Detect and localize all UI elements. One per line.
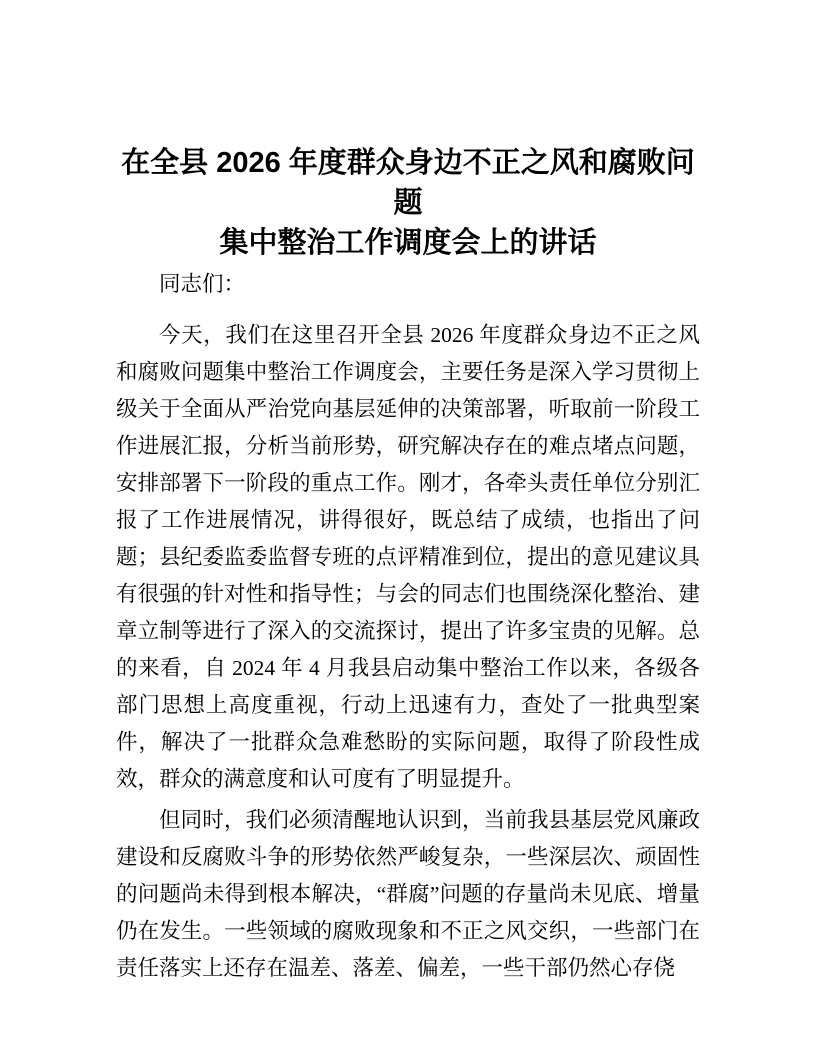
document-title-line1: 在全县 2026 年度群众身边不正之风和腐败问题 (121, 147, 695, 219)
document-title-line2: 集中整治工作调度会上的讲话 (219, 227, 597, 259)
paragraph-2: 但同时，我们必须清醒地认识到，当前我县基层党风廉政建设和反腐败斗争的形势依然严峻复杂，一些深层次、顽固性的问题尚未得到根本解决，“群腐”问题的存量尚未见底、增量仍在发生。一些领域的腐败现象和不正之风交织，一些部门在责任落实上还存在温差、落差、偏差，一些干部仍然心存侥 (116, 808, 700, 980)
paragraph-1: 今天，我们在这里召开全县 2026 年度群众身边不正之风和腐败问题集中整治工作调度会，主要任务是深入学习贯彻上级关于全面从严治党向基层延伸的决策部署，听取前一阶段工作进展汇报，分析当前形势，研究解决存在的难点堵点问题，安排部署下一阶段的重点工作。刚才，各牵头责任单位分别汇报了工作进展情况，讲得很好，既总结了成绩，也指出了问题；县纪委监委监督专班的点评精准到位，提出的意见建议具有很强的针对性和指导性；与会的同志们也围绕深化整治、建章立制等进行了深入的交流探讨，提出了许多宝贵的见解。总的来看，自 2024 年 4 月我县启动集中整治工作以来，各级各部门思想上高度重视，行动上迅速有力，查处了一批典型案件，解决了一批群众急难愁盼的实际问题，取得了阶段性成效，群众的满意度和认可度有了明显提升。 (116, 323, 700, 791)
document-title (116, 143, 700, 263)
salutation: 同志们： (159, 272, 246, 296)
